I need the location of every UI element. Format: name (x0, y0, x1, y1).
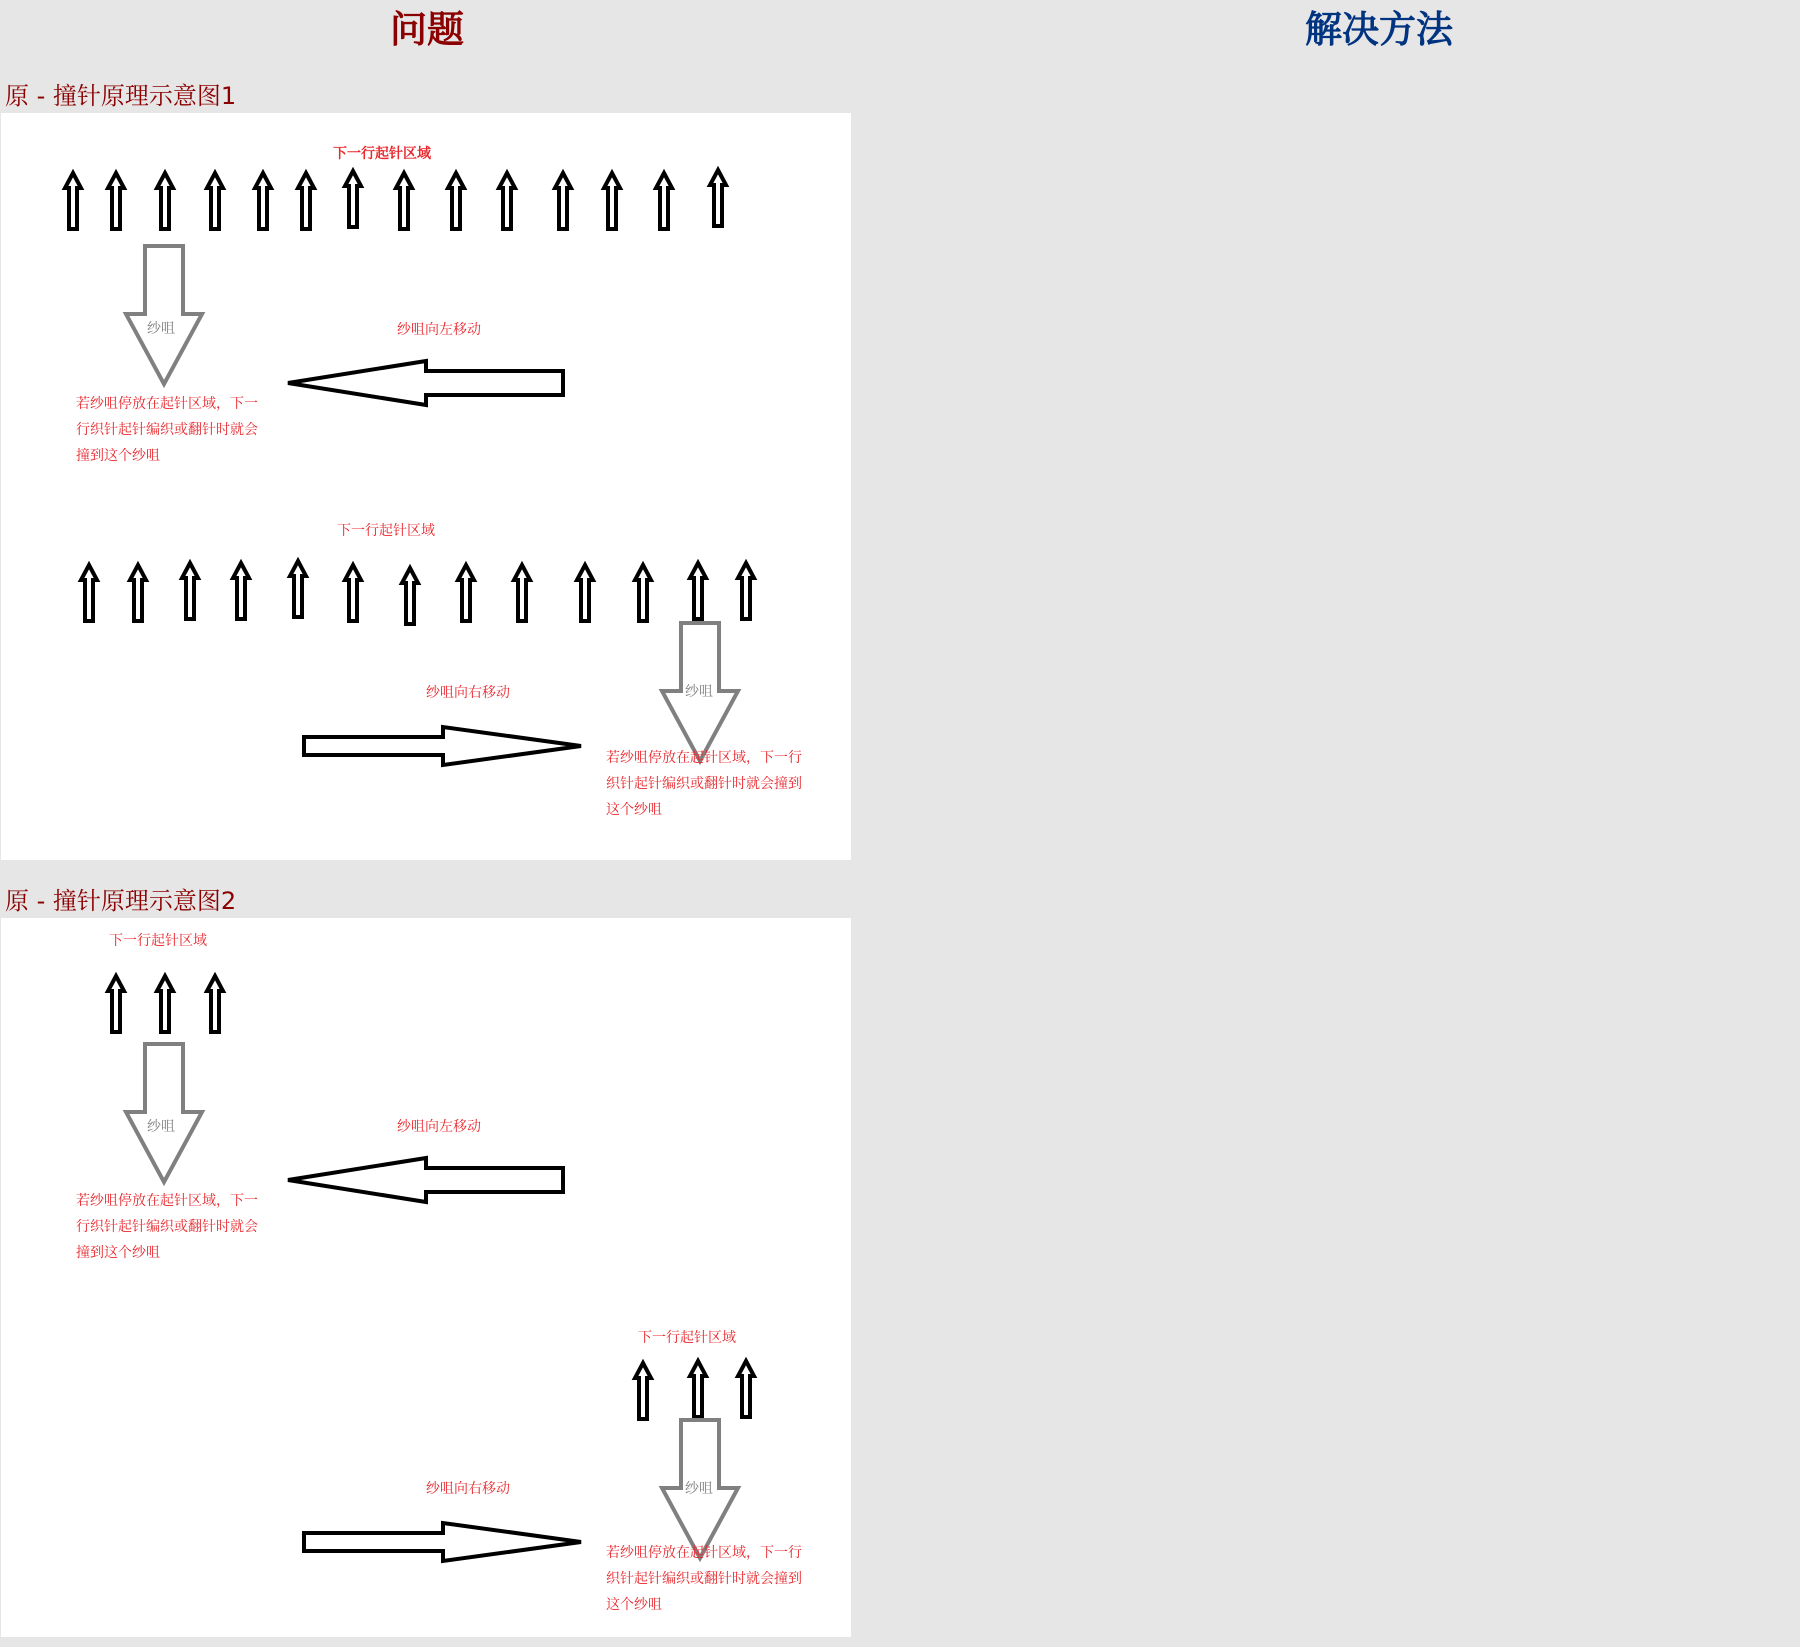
right-collision-note: 若纱咀停放在起针区域，下一行织针起针编织或翻针时就会撞到这个纱咀 (606, 750, 802, 818)
carrier-left-label: 纱咀 (147, 321, 175, 337)
needle-icon (81, 565, 97, 621)
move-right-label: 纱咀向右移动 (426, 1481, 510, 1497)
needle-icon (345, 171, 361, 227)
move-left-label: 纱咀向左移动 (397, 1119, 481, 1135)
needle-icon (207, 976, 223, 1032)
needle-icon (710, 170, 726, 226)
needle-icon (514, 565, 530, 621)
carrier-right-label: 纱咀 (685, 1481, 713, 1497)
diagram-2-title: 原 - 撞针原理示意图2 (5, 887, 237, 915)
move-right-label: 纱咀向右移动 (426, 685, 510, 701)
needle-icon (690, 563, 706, 619)
needle-icon (690, 1361, 706, 1417)
needle-icon (635, 565, 651, 621)
diagram-2-panel (1, 918, 851, 1637)
solution-column-title: 解决方法 (1305, 8, 1453, 51)
move-right-arrow-icon (304, 727, 581, 765)
needle-icon (577, 565, 593, 621)
needle-icon (555, 173, 571, 229)
diagram-1-title: 原 - 撞针原理示意图1 (5, 82, 237, 110)
next-row-area-label: 下一行起针区域 (333, 146, 431, 162)
needle-icon (182, 563, 198, 619)
move-left-arrow-icon (288, 1158, 563, 1202)
needle-icon (604, 173, 620, 229)
yarn-carrier-left-icon (126, 246, 202, 384)
carrier-right-label: 纱咀 (685, 684, 713, 700)
needle-icon (345, 565, 361, 621)
carrier-left-label: 纱咀 (147, 1119, 175, 1135)
needle-icon (738, 563, 754, 619)
needle-icon (396, 173, 412, 229)
needle-icon (255, 173, 271, 229)
needle-icon (108, 976, 124, 1032)
needle-icon (157, 976, 173, 1032)
needle-icon (738, 1361, 754, 1417)
diagram-1-panel (1, 113, 851, 860)
needle-icon (207, 173, 223, 229)
right-collision-note: 若纱咀停放在起针区域，下一行织针起针编织或翻针时就会撞到这个纱咀 (606, 1545, 802, 1613)
next-row-area-label: 下一行起针区域 (337, 523, 435, 539)
needle-icon (157, 173, 173, 229)
needle-row-top (65, 170, 726, 229)
needle-group-top-left (108, 976, 223, 1032)
next-row-area-label: 下一行起针区域 (638, 1330, 736, 1346)
move-right-arrow-icon (304, 1523, 581, 1561)
needle-icon (233, 563, 249, 619)
needle-icon (298, 173, 314, 229)
needle-icon (65, 173, 81, 229)
diagram-2-canvas (1, 918, 851, 1637)
left-collision-note: 若纱咀停放在起针区域，下一行织针起针编织或翻针时就会撞到这个纱咀 (76, 396, 258, 464)
move-left-label: 纱咀向左移动 (397, 322, 481, 338)
move-left-arrow-icon (288, 361, 563, 405)
next-row-area-label: 下一行起针区域 (109, 933, 207, 949)
needle-icon (108, 173, 124, 229)
needle-icon (290, 561, 306, 617)
needle-icon (458, 565, 474, 621)
needle-row-bottom (81, 561, 754, 624)
needle-icon (448, 173, 464, 229)
needle-icon (499, 173, 515, 229)
needle-icon (635, 1363, 651, 1419)
needle-icon (130, 565, 146, 621)
needle-group-bottom-right (635, 1361, 754, 1419)
needle-icon (656, 173, 672, 229)
left-collision-note: 若纱咀停放在起针区域，下一行织针起针编织或翻针时就会撞到这个纱咀 (76, 1193, 258, 1261)
yarn-carrier-left-icon (126, 1044, 202, 1182)
needle-icon (402, 568, 418, 624)
problem-column-title: 问题 (390, 8, 464, 51)
